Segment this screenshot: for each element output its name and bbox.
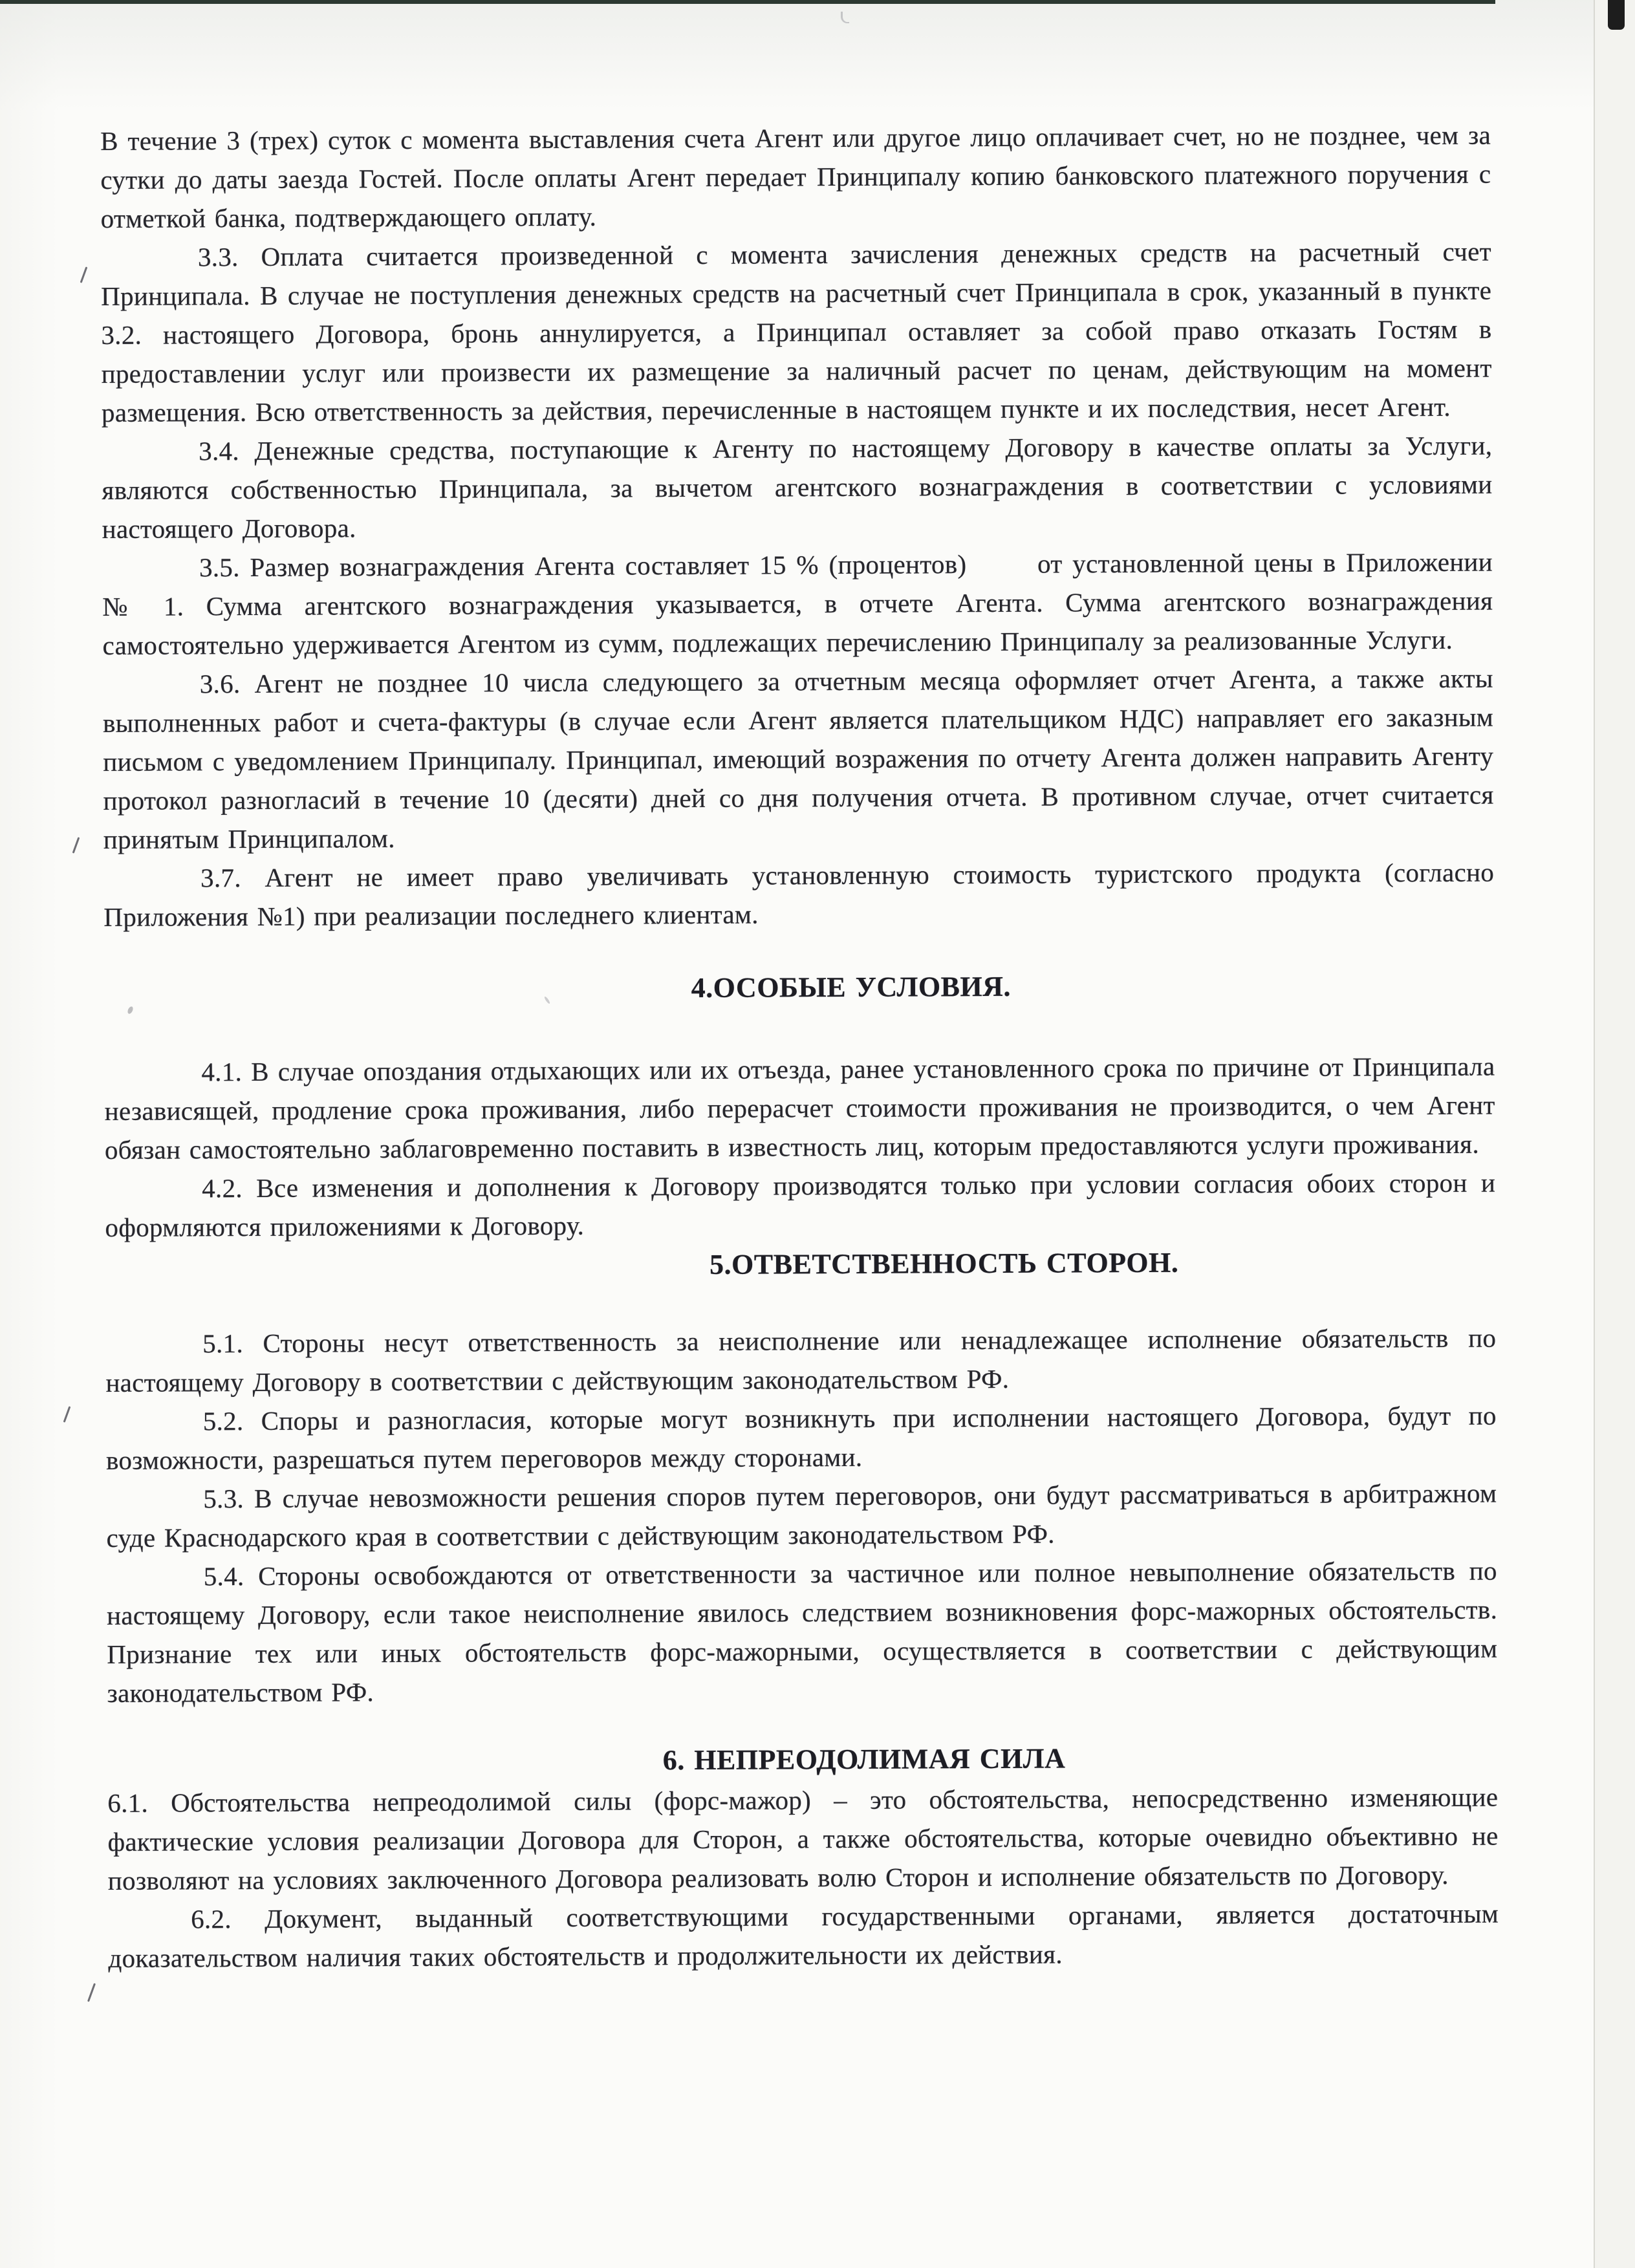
- scan-speck: [841, 12, 849, 23]
- clause-6-2-official-document-proof: 6.2. Документ, выданный соответствующими государственными органами, является достаточным доказательством наличия таких обстоятельств и продолжительности их действия.: [108, 1898, 1499, 1973]
- clause-5-3-arbitration-court: 5.3. В случае невозможности решения споров путем переговоров, они будут рассматриваться в арбитражном суде Краснодарского края в соответствии с действующим законодательством РФ.: [106, 1478, 1497, 1553]
- clause-6-1-force-majeure-definition: 6.1. Обстоятельства непреодолимой силы (форс-мажор) – это обстоятельства, непосредственно изменяющие фактические условия реализации Договора для Сторон, а также обстоятельства, которые очевидно объективно не позволяют на условиях заключенного Договора реализовать волю Сторон и исполнение обязательств по Договору.: [107, 1782, 1499, 1895]
- scan-artifact-top-bar: [0, 0, 1495, 4]
- margin-pen-mark: [63, 1406, 71, 1422]
- clause-5-4-force-majeure-release: 5.4. Стороны освобождаются от ответственности за частичное или полное невыполнение обязательств по настоящему Договору, если такое неисполнение явилось следствием возникновения форс-мажорных обстоятельств. Признание тех или иных обстоятельств форс-мажорными, осуществляется в соответствии с действующим законодательством РФ.: [106, 1555, 1498, 1708]
- clause-5-2-disputes-negotiation: 5.2. Споры и разногласия, которые могут возникнуть при исполнении настоящего Договора, будут по возможности, разрешаться путем переговоров между сторонами.: [105, 1400, 1497, 1475]
- margin-pen-mark: [87, 1983, 96, 2002]
- scan-artifact-page-edge-line: [1594, 0, 1595, 2268]
- clause-4-1-late-arrival: 4.1. В случае опоздания отдыхающих или их отъезда, ранее установленного срока по причине от Принципала независящей, продление срока проживания, либо перерасчет стоимости проживания не производится, о чем Агент обязан самостоятельно заблаговременно поставить в известность лиц, которым предоставляются услуги проживания.: [104, 1051, 1495, 1165]
- clause-3-6-agent-report: 3.6. Агент не позднее 10 числа следующего за отчетным месяца оформляет отчет Агента, а также акты выполненных работ и счета-фактуры (в случае если Агент является плательщиком НДС) направляет его заказным письмом с уведомлением Принципалу. Принципал, имеющий возражения по отчету Агента должен направить Агенту протокол разногласий в течение 10 (десяти) дней со дня получения отчета. В противном случае, отчет считается принятым Принципалом.: [102, 663, 1494, 854]
- clause-3-7-no-price-increase: 3.7. Агент не имеет право увеличивать установленную стоимость туристского продукта (согласно Приложения №1) при реализации последнего клиентам.: [103, 857, 1495, 932]
- margin-pen-mark: [80, 266, 88, 283]
- contract-text-block: [100, 116, 1499, 1978]
- clause-3-4-funds-ownership: 3.4. Денежные средства, поступающие к Агенту по настоящему Договору в качестве оплаты за Услуги, являются собственностью Принципала, за вычетом агентского вознаграждения в соответствии с условиями настоящего Договора.: [102, 430, 1493, 544]
- scan-artifact-corner-mark: [1608, 0, 1625, 30]
- margin-pen-mark: [72, 837, 80, 853]
- clause-4-2-amendments: 4.2. Все изменения и дополнения к Договору производятся только при условии согласия обоих сторон и оформляются приложениями к Договору.: [105, 1167, 1496, 1242]
- clause-3-5-agent-fee-15-percent: 3.5. Размер вознаграждения Агента составляет 15 % (процентов) от установленной цены в Приложении № 1. Сумма агентского вознаграждения указывается, в отчете Агента. Сумма агентского вознаграждения самостоятельно удерживается Агентом из сумм, подлежащих перечислению Принципалу за реализованные Услуги.: [102, 546, 1493, 660]
- scan-artifact-page-edge-strip: [1595, 0, 1635, 2268]
- clause-5-1-liability: 5.1. Стороны несут ответственность за неисполнение или ненадлежащее исполнение обязательств по настоящему Договору в соответствии с действующим законодательством РФ.: [105, 1323, 1497, 1398]
- section-heading-liability-of-parties: 5.ОТВЕТСТВЕННОСТЬ СТОРОН.: [709, 1246, 1179, 1280]
- clause-3-3-payment-considered-made: 3.3. Оплата считается произведенной с момента зачисления денежных средств на расчетный счет Принципала. В случае не поступления денежных средств на расчетный счет Принципала в срок, указанный в пункте 3.2. настоящего Договора, бронь аннулируется, а Принципал оставляет за собой право отказать Гостям в предоставлении услуг или произвести их размещение за наличный расчет по ценам, действующим на момент размещения. Всю ответственность за действия, перечисленные в настоящем пункте и их последствия, несет Агент.: [101, 236, 1492, 427]
- section-heading-force-majeure: 6. НЕПРЕОДОЛИМАЯ СИЛА: [662, 1742, 1066, 1777]
- section-heading-special-conditions: 4.ОСОБЫЕ УСЛОВИЯ.: [691, 970, 1012, 1004]
- continued-clause-payment-deadline: В течение 3 (трех) суток с момента выставления счета Агент или другое лицо оплачивает счет, но не позднее, чем за сутки до даты заезда Гостей. После оплаты Агент передает Принципалу копию банковского платежного поручения с отметкой банка, подтверждающего оплату.: [100, 120, 1491, 233]
